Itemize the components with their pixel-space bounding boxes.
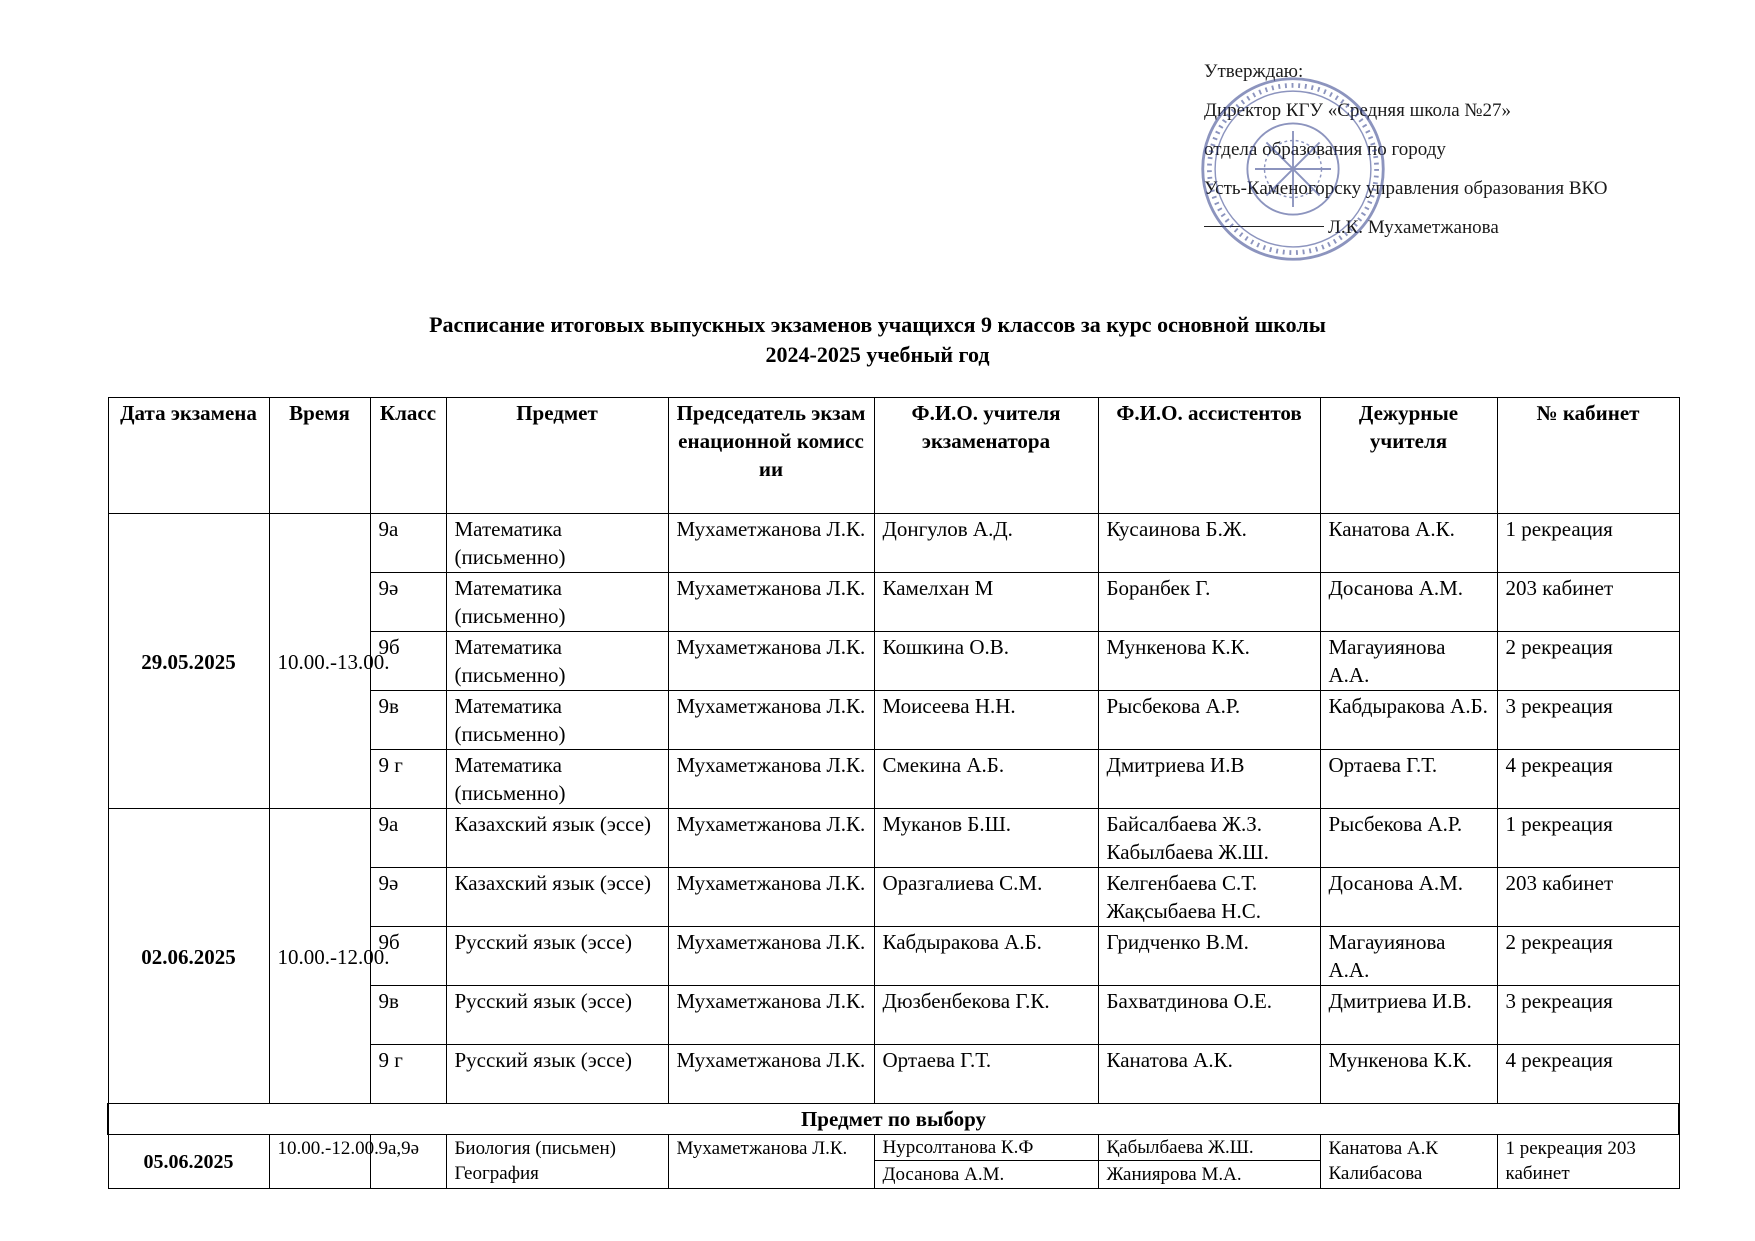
assistants-cell: Кусаинова Б.Ж. [1098, 514, 1320, 573]
duty-cell: Досанова А.М. [1320, 573, 1497, 632]
examiner-cell: Камелхан М [874, 573, 1098, 632]
assistant-geography: Жаниярова М.А. [1106, 1164, 1242, 1185]
class-cell: 9а,9ә [370, 1135, 446, 1189]
examiner-cell: Ортаева Г.Т. [874, 1045, 1098, 1104]
room-cell: 203 кабинет [1497, 868, 1679, 927]
approval-director-name: Л.К. Мухаметжанова [1328, 217, 1499, 238]
room-cell: 1 рекреация [1497, 514, 1679, 573]
duty-cell: Мункенова К.К. [1320, 1045, 1497, 1104]
room-cell: 3 рекреация [1497, 691, 1679, 750]
subject-cell: Математика (письменно) [446, 573, 668, 632]
subject-cell: Русский язык (эссе) [446, 1045, 668, 1104]
header-class: Класс [370, 398, 446, 514]
title-line: Расписание итоговых выпускных экзаменов учащихся 9 классов за курс основной школы [429, 312, 1326, 337]
assistants-cell: Байсалбаева Ж.З. Кабылбаева Ж.Ш. [1098, 809, 1320, 868]
room-cell: 4 рекреация [1497, 750, 1679, 809]
elective-section-title: Предмет по выбору [108, 1104, 1679, 1135]
duty-cell: Магауиянова А.А. [1320, 632, 1497, 691]
examiner-cell: Моисеева Н.Н. [874, 691, 1098, 750]
header-chair: Председатель экзаменационной комиссии [668, 398, 874, 514]
duty-cell: Досанова А.М. [1320, 868, 1497, 927]
room-cell: 2 рекреация [1497, 927, 1679, 986]
assistants-cell: Дмитриева И.В [1098, 750, 1320, 809]
title-year: 2024-2025 учебный год [765, 342, 990, 367]
subject-cell: Биология (письмен) География [446, 1135, 668, 1189]
subject-cell: Математика (письменно) [446, 632, 668, 691]
class-cell: 9ә [370, 868, 446, 927]
examiner-cell: Оразгалиева С.М. [874, 868, 1098, 927]
room-cell: 1 рекреация 203 кабинет [1497, 1135, 1679, 1189]
room-cell: 3 рекреация [1497, 986, 1679, 1045]
duty-cell: Ортаева Г.Т. [1320, 750, 1497, 809]
exam-time-cell: 10.00.-12.00. [269, 809, 370, 1104]
subject-cell: Казахский язык (эссе) [446, 868, 668, 927]
room-cell: 203 кабинет [1497, 573, 1679, 632]
class-cell: 9в [370, 986, 446, 1045]
table-row [108, 1135, 1679, 1189]
header-examiner: Ф.И.О. учителя экзаменатора [874, 398, 1098, 514]
school-seal-icon [1198, 74, 1388, 264]
examiner-biology: Нурсолтанова К.Ф [875, 1135, 1098, 1161]
chair-cell: Мухаметжанова Л.К. [668, 514, 874, 573]
chair-cell: Мухаметжанова Л.К. [668, 1045, 874, 1104]
header-date: Дата экзамена [108, 398, 269, 514]
assistants-cell: Бахватдинова О.Е. [1098, 986, 1320, 1045]
room-cell: 1 рекреация [1497, 809, 1679, 868]
assistants-cell [1098, 1135, 1320, 1189]
approval-line: Директор КГУ «Средняя школа №27» [1204, 100, 1512, 121]
chair-cell: Мухаметжанова Л.К. [668, 691, 874, 750]
assistants-cell: Келгенбаева С.Т. Жақсыбаева Н.С. [1098, 868, 1320, 927]
duty-cell: Магауиянова А.А. [1320, 927, 1497, 986]
subject-cell: Русский язык (эссе) [446, 986, 668, 1045]
header-subject: Предмет [446, 398, 668, 514]
subject-cell: Русский язык (эссе) [446, 927, 668, 986]
table-row [108, 514, 1679, 573]
chair-cell: Мухаметжанова Л.К. [668, 986, 874, 1045]
chair-cell: Мухаметжанова Л.К. [668, 750, 874, 809]
examiner-cell: Муканов Б.Ш. [874, 809, 1098, 868]
room-cell: 2 рекреация [1497, 632, 1679, 691]
assistants-cell: Мункенова К.К. [1098, 632, 1320, 691]
chair-cell: Мухаметжанова Л.К. [668, 868, 874, 927]
chair-cell: Мухаметжанова Л.К. [668, 1135, 874, 1189]
duty-cell: Дмитриева И.В. [1320, 986, 1497, 1045]
duty-cell: Кабдыракова А.Б. [1320, 691, 1497, 750]
duty-cell: Канатова А.К. [1320, 514, 1497, 573]
chair-cell: Мухаметжанова Л.К. [668, 573, 874, 632]
examiner-cell: Кошкина О.В. [874, 632, 1098, 691]
class-cell: 9б [370, 632, 446, 691]
examiner-cell: Кабдыракова А.Б. [874, 927, 1098, 986]
exam-date-cell: 02.06.2025 [108, 809, 269, 1104]
chair-cell: Мухаметжанова Л.К. [668, 809, 874, 868]
header-time: Время [269, 398, 370, 514]
chair-cell: Мухаметжанова Л.К. [668, 927, 874, 986]
chair-cell: Мухаметжанова Л.К. [668, 632, 874, 691]
header-duty: Дежурные учителя [1320, 398, 1497, 514]
class-cell: 9ә [370, 573, 446, 632]
class-cell: 9в [370, 691, 446, 750]
assistants-cell: Гридченко В.М. [1098, 927, 1320, 986]
assistants-cell: Канатова А.К. [1098, 1045, 1320, 1104]
approval-line: отдела образования по городу [1204, 139, 1446, 160]
table-row [108, 809, 1679, 868]
subject-cell: Математика (письменно) [446, 691, 668, 750]
class-cell: 9б [370, 927, 446, 986]
examiner-geography: Досанова А.М. [882, 1164, 1005, 1185]
exam-schedule-table [107, 397, 1680, 1189]
room-cell: 4 рекреация [1497, 1045, 1679, 1104]
examiner-cell: Дюзбенбекова Г.К. [874, 986, 1098, 1045]
examiner-cell [874, 1135, 1098, 1189]
assistants-cell: Рысбекова А.Р. [1098, 691, 1320, 750]
approval-line: Усть-Каменогорску управления образования ВКО [1204, 178, 1608, 199]
class-cell: 9 г [370, 1045, 446, 1104]
table-header-row [108, 398, 1679, 514]
class-cell: 9а [370, 514, 446, 573]
header-assistants: Ф.И.О. ассистентов [1098, 398, 1320, 514]
class-cell: 9а [370, 809, 446, 868]
exam-time-cell: 10.00.-12.00. [269, 1135, 370, 1189]
exam-date-cell: 29.05.2025 [108, 514, 269, 809]
subject-cell: Математика (письменно) [446, 750, 668, 809]
exam-time-cell: 10.00.-13.00. [269, 514, 370, 809]
duty-cell: Канатова А.К Калибасова [1320, 1135, 1497, 1189]
examiner-cell: Смекина А.Б. [874, 750, 1098, 809]
subject-cell: Математика (письменно) [446, 514, 668, 573]
header-room: № кабинет [1497, 398, 1679, 514]
examiner-cell: Донгулов А.Д. [874, 514, 1098, 573]
assistant-biology: Қабылбаева Ж.Ш. [1099, 1135, 1320, 1161]
assistants-cell: Боранбек Г. [1098, 573, 1320, 632]
approval-line: Утверждаю: [1204, 61, 1304, 82]
subject-cell: Казахский язык (эссе) [446, 809, 668, 868]
duty-cell: Рысбекова А.Р. [1320, 809, 1497, 868]
class-cell: 9 г [370, 750, 446, 809]
exam-date-cell: 05.06.2025 [108, 1135, 269, 1189]
elective-section-row [108, 1104, 1679, 1135]
document-title [100, 310, 1655, 370]
